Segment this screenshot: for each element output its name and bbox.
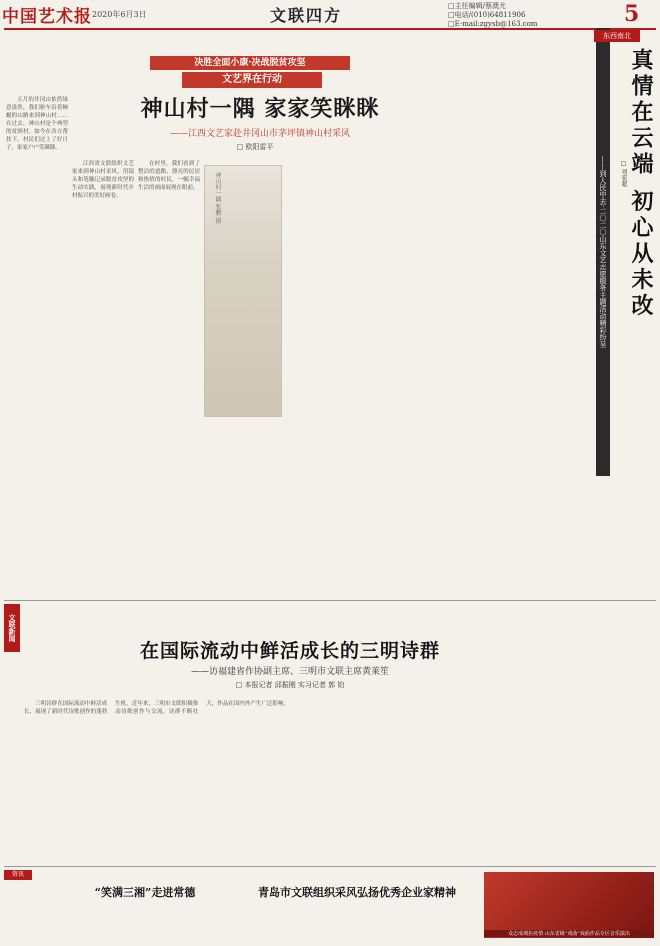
side-vertical-banner: ——到人民中去·二〇二〇山东文艺志愿服务主题活动精彩纷呈 (596, 28, 610, 476)
feature-subheadline: ——访福建省作协副主席、三明市文联主席黄莱笙 (190, 667, 389, 677)
bottom-divider (4, 866, 656, 867)
brief-section-tag: 资讯 (4, 870, 32, 880)
section-title: 文联四方 (270, 6, 343, 25)
lead-subheadline: ——江西文艺家赴井冈山市茅坪镇神山村采风 (169, 129, 350, 139)
brief-headline-1: “笑满三湘”走进常德 (94, 886, 196, 899)
lead-headline: 神山村一隅 家家笑眯眯 (140, 96, 380, 122)
feature-headline: 在国际流动中鲜活成长的三明诗群 (139, 640, 440, 662)
feature-body (24, 700, 654, 860)
brief-headline-2: 青岛市文联组织采风弘扬优秀企业家精神 (258, 886, 456, 899)
photo-caption: 神山村一隅 张鹏 摄 (214, 172, 221, 224)
lead-paragraph: 在村里，我们看到了整洁的道路、漂亮的民居和热情的村民，一幅幸福生活的画面展现在眼前。 (138, 161, 200, 191)
side-headline: 真情在云端 初心从未改 (628, 48, 654, 320)
lead-paragraph: 五月的井冈山依然绿意盎然，我们驱车沿着蜿蜒的山路来到神山村……在过去，神山村是个典型的贫困村，如今在各方帮扶下，村民们过上了好日子，家家户户笑眯眯。 (6, 97, 68, 151)
editor-line: □主任编辑/蔡澳尤 (448, 2, 506, 10)
lead-column-1 (6, 96, 68, 596)
phone-line: □电话/(010)64811906 (448, 11, 526, 19)
page-number: 5 (624, 1, 640, 27)
issue-date: 2020年6月3日 (92, 10, 147, 19)
side-section-tag: 东西南北 (594, 30, 640, 42)
news-section-tag: 文联新闻 (4, 604, 20, 652)
lead-kicker: 决胜全面小康·决战脱贫攻坚 (150, 56, 350, 70)
email-line: □E-mail:zgysb@163.com (448, 20, 538, 28)
lead-column-3 (138, 160, 200, 596)
feature-paragraph: 三明诗群在国际流动中鲜活成长，展现了新时代诗歌创作的蓬勃生机。近年来，三明市文联积极推动诗歌创作与交流，诗群不断壮大，作品在国内外产生广泛影响。 (24, 701, 289, 715)
editor-info (448, 2, 537, 29)
feature-byline: □ 本报记者 邱振刚 实习记者 郭 铂 (235, 681, 345, 689)
lead-byline: □ 欧阳雷平 (236, 143, 274, 151)
lead-column-2 (72, 160, 134, 596)
lead-kicker-secondary: 文艺界在行动 (182, 72, 322, 88)
section-divider (4, 600, 656, 601)
newspaper-logo: 中国艺术报 (2, 7, 92, 27)
advertisement-image (484, 872, 654, 938)
advertisement-caption: 众志成城抗疫情·山东省级“戏曲”戏曲作品专区音乐演出 (484, 930, 654, 937)
lead-paragraph: 江西省文联组织文艺家来到神山村采风，用镜头和笔触记录脱贫攻坚的生动实践，展现新时代乡村振兴的美好画卷。 (72, 161, 134, 199)
side-byline: □ 刘宏超 (620, 160, 627, 187)
